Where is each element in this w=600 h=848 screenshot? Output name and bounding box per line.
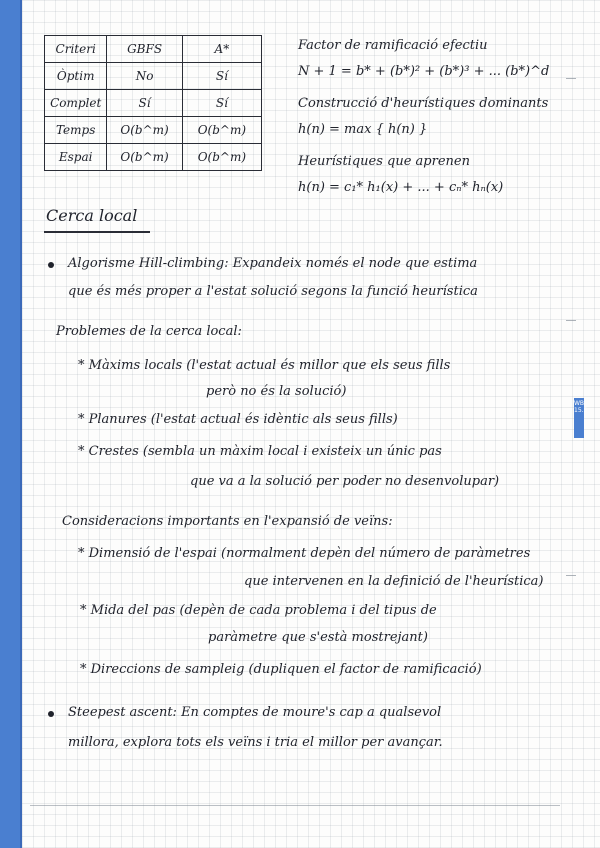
steepest-ascent-line: millora, explora tots els veïns i tria el millor per avançar. — [68, 735, 443, 750]
table-cell: Espai — [45, 144, 107, 171]
table-cell: O(b^m) — [182, 117, 261, 144]
note-learning-heuristics: Heurístiques que aprenen — [298, 154, 470, 169]
problems-item: que va a la solució per poder no desenvolupar) — [190, 474, 500, 489]
page-margin-strip — [0, 0, 20, 848]
table-cell: Temps — [45, 117, 107, 144]
table-header-cell: Criteri — [45, 36, 107, 63]
comparison-table — [44, 35, 262, 171]
table-header-cell: A* — [182, 36, 261, 63]
considerations-item: que intervenen en la definició de l'heurística) — [244, 574, 544, 589]
table-cell: O(b^m) — [107, 117, 182, 144]
page-edge-tick — [566, 78, 576, 79]
section-title: Cerca local — [46, 206, 138, 225]
table-cell: Complet — [45, 90, 107, 117]
page-edge-tick — [566, 575, 576, 576]
table-header-row — [45, 36, 262, 63]
table-header-cell: GBFS — [107, 36, 182, 63]
considerations-item: * Direccions de sampleig (dupliquen el factor de ramificació) — [80, 662, 482, 677]
problems-item: * Màxims locals (l'estat actual és millor que els seus fills — [78, 358, 451, 373]
steepest-ascent-line: Steepest ascent: En comptes de moure's cap a qualsevol — [68, 705, 442, 720]
table-cell: Sí — [107, 90, 182, 117]
problems-title: Problemes de la cerca local: — [56, 324, 242, 339]
page-bottom-rule — [30, 805, 560, 806]
table-row — [45, 144, 262, 171]
table-cell: O(b^m) — [107, 144, 182, 171]
table-cell: Sí — [182, 63, 261, 90]
table-row — [45, 117, 262, 144]
considerations-item: * Mida del pas (depèn de cada problema i del tipus de — [80, 603, 437, 618]
table-row — [45, 90, 262, 117]
note-formula-combination: h(n) = c₁* h₁(x) + ... + cₙ* hₙ(x) — [298, 180, 504, 195]
bullet-dot — [48, 711, 54, 717]
considerations-item: * Dimensió de l'espai (normalment depèn del número de paràmetres — [78, 546, 531, 561]
table-row — [45, 63, 262, 90]
notebook-tab-label: WB 15.5 — [574, 400, 588, 414]
table-cell: O(b^m) — [182, 144, 261, 171]
page-edge-tick — [566, 320, 576, 321]
problems-item: * Crestes (sembla un màxim local i existeix un únic pas — [78, 444, 442, 459]
table-cell: No — [107, 63, 182, 90]
note-dominant-heuristics: Construcció d'heurístiques dominants — [298, 96, 549, 111]
note-formula-branching: N + 1 = b* + (b*)² + (b*)³ + ... (b*)^d — [298, 64, 550, 79]
problems-item: * Planures (l'estat actual és idèntic als seus fills) — [78, 412, 398, 427]
hill-climbing-line: que és més proper a l'estat solució segons la funció heurística — [68, 284, 478, 299]
bullet-dot — [48, 262, 54, 268]
table-cell: Sí — [182, 90, 261, 117]
considerations-item: paràmetre que s'està mostrejant) — [208, 630, 428, 645]
considerations-title: Consideracions importants en l'expansió de veïns: — [62, 514, 393, 529]
table-cell: Òptim — [45, 63, 107, 90]
section-title-underline — [44, 231, 150, 233]
note-factor-ramificacio: Factor de ramificació efectiu — [298, 38, 488, 53]
notebook-tab — [574, 398, 588, 438]
hill-climbing-line: Algorisme Hill-climbing: Expandeix només el node que estima — [68, 256, 478, 271]
page-margin-line — [20, 0, 22, 848]
problems-item: però no és la solució) — [206, 384, 347, 399]
note-formula-max: h(n) = max { h(n) } — [298, 122, 428, 137]
